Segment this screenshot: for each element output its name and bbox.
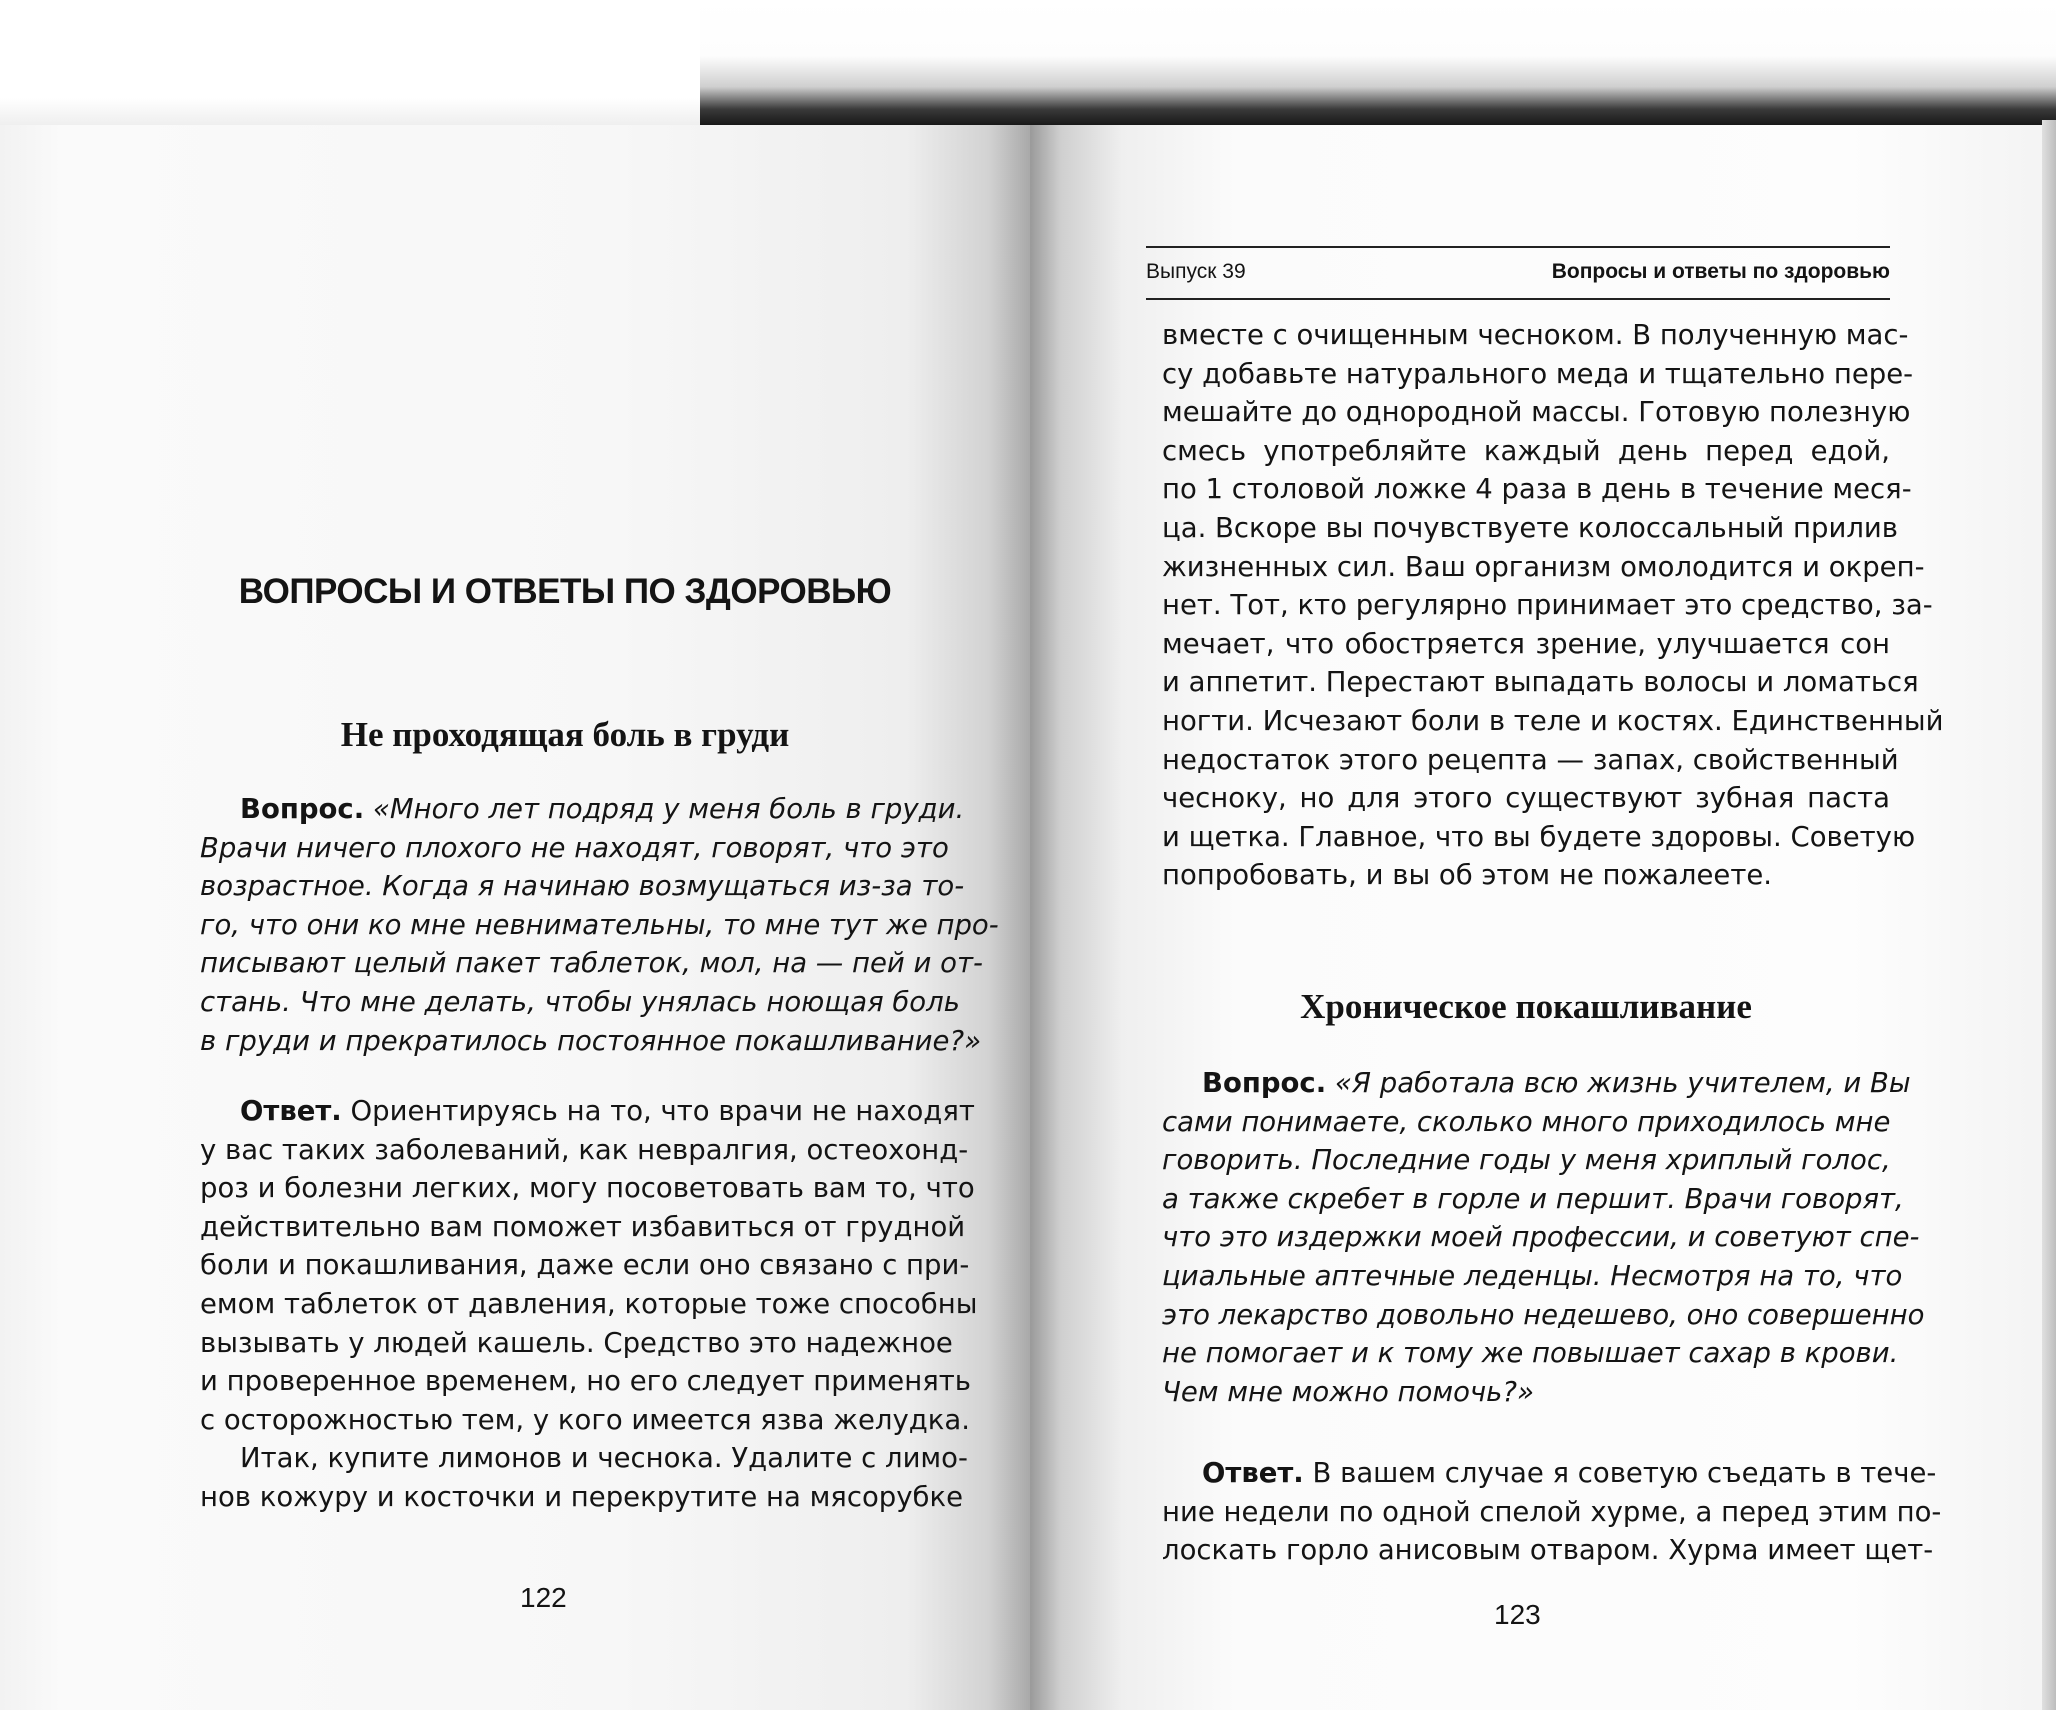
text-line: го, что они ко мне невнимательны, то мне тут же про- — [200, 908, 999, 941]
text-line: что это издержки моей профессии, и советуют спе- — [1162, 1221, 1920, 1254]
text-line: ногти. Исчезают боли в теле и костях. Единственный — [1162, 704, 1944, 737]
chapter-title: ВОПРОСЫ И ОТВЕТЫ ПО ЗДОРОВЬЮ — [238, 572, 892, 611]
text-line: ца. Вскоре вы почувствуете колоссальный прилив — [1162, 511, 1898, 544]
text-line: жизненных сил. Ваш организм омолодится и окреп- — [1162, 550, 1925, 583]
text-line: по 1 столовой ложке 4 раза в день в течение меся- — [1162, 473, 1912, 506]
text-line: Врачи ничего плохого не находят, говорят, что это — [200, 831, 949, 864]
text-line: мечает, что обостряется зрение, улучшается сон — [1162, 627, 1890, 660]
text-line: чесноку, но для этого существуют зубная паста — [1162, 782, 1890, 815]
text-line: действительно вам поможет избавиться от грудной — [200, 1210, 966, 1243]
scanner-margin — [0, 0, 700, 140]
running-head — [1146, 246, 1890, 300]
section-title-chest-pain: Не проходящая боль в груди — [340, 715, 790, 754]
text-line: возрастное. Когда я начинаю возмущаться из-за то- — [200, 870, 965, 903]
text-line: Ответ. Ориентируясь на то, что врачи не находят — [240, 1095, 975, 1127]
text-line: су добавьте натурального меда и тщательно пере- — [1162, 357, 1914, 390]
text-line: сами понимаете, сколько много приходилось мне — [1162, 1105, 1891, 1138]
text-line: попробовать, и вы об этом не пожалеете. — [1162, 859, 1773, 892]
question-block-2 — [1162, 1064, 1925, 1411]
text-line: с осторожностью тем, у кого имеется язва желудка. — [200, 1403, 970, 1436]
answer-block-2 — [1162, 1454, 1942, 1570]
text-line: и проверенное временем, но его следует применять — [200, 1365, 971, 1398]
text-line: вместе с очищенным чесноком. В полученную мас- — [1162, 319, 1909, 351]
text-line: смесь употребляйте каждый день перед едой, — [1162, 434, 1890, 467]
text-line: лоскать горло анисовым отваром. Хурма имеет щет- — [1162, 1534, 1934, 1567]
text-line: и щетка. Главное, что вы будете здоровы. Советую — [1162, 820, 1916, 853]
section-title-cough: Хроническое покашливание — [1300, 987, 1752, 1026]
page-edge — [2042, 120, 2056, 1710]
text-line: Итак, купите лимонов и чеснока. Удалите с лимо- — [240, 1442, 968, 1475]
text-line: а также скребет в горле и першит. Врачи говорят, — [1162, 1182, 1904, 1215]
text-line: нов кожуру и косточки и перекрутите на мясорубке — [200, 1480, 964, 1513]
text-line: Ответ. В вашем случае я советую съедать в тече- — [1202, 1457, 1937, 1489]
text-line: роз и болезни легких, могу посоветовать вам то, что — [200, 1172, 975, 1205]
text-line: емом таблеток от давления, которые тоже способны — [200, 1287, 978, 1320]
continued-paragraph — [1162, 316, 1944, 895]
text-line: мешайте до однородной массы. Готовую полезную — [1162, 396, 1911, 429]
answer-label: Ответ. — [1202, 1457, 1304, 1489]
text-line: боли и покашливания, даже если оно связано с при- — [200, 1249, 970, 1282]
page-number-right: 123 — [1494, 1599, 1541, 1630]
text-line: стань. Что мне делать, чтобы унялась ноющая боль — [200, 985, 960, 1018]
issue-label: Выпуск 39 — [1146, 260, 1246, 283]
text-line: это лекарство довольно недешево, оно совершенно — [1162, 1298, 1925, 1331]
text-line: Вопрос. «Я работала всю жизнь учителем, и Вы — [1202, 1067, 1911, 1099]
text-line: у вас таких заболеваний, как невралгия, остеохонд- — [200, 1133, 969, 1166]
text-line: вызывать у людей кашель. Средство это надежное — [200, 1326, 953, 1359]
text-line: говорить. Последние годы у меня хриплый голос, — [1162, 1144, 1891, 1177]
text-line: не помогает и к тому же повышает сахар в крови. — [1162, 1337, 1899, 1370]
text-line: ние недели по одной спелой хурме, а перед этим по- — [1162, 1495, 1942, 1528]
question-label: Вопрос. — [1202, 1067, 1327, 1099]
answer-block-1 — [200, 1092, 978, 1517]
text-line: Чем мне можно помочь?» — [1162, 1375, 1534, 1408]
question-label: Вопрос. — [240, 793, 365, 825]
text-line: Вопрос. «Много лет подряд у меня боль в груди. — [240, 793, 965, 825]
running-title: Вопросы и ответы по здоровью — [1551, 260, 1890, 283]
page-number-left: 122 — [520, 1582, 567, 1613]
answer-label: Ответ. — [240, 1095, 342, 1127]
text-line: и аппетит. Перестают выпадать волосы и ломаться — [1162, 666, 1919, 699]
text-line: нет. Тот, кто регулярно принимает это средство, за- — [1162, 589, 1933, 622]
question-block-1 — [200, 790, 999, 1060]
text-line: циальные аптечные леденцы. Несмотря на то, что — [1162, 1259, 1903, 1292]
text-line: в груди и прекратилось постоянное покашливание?» — [200, 1024, 982, 1057]
text-line: недостаток этого рецепта — запах, свойственный — [1162, 743, 1899, 776]
text-line: писывают целый пакет таблеток, мол, на — пей и от- — [200, 947, 983, 980]
